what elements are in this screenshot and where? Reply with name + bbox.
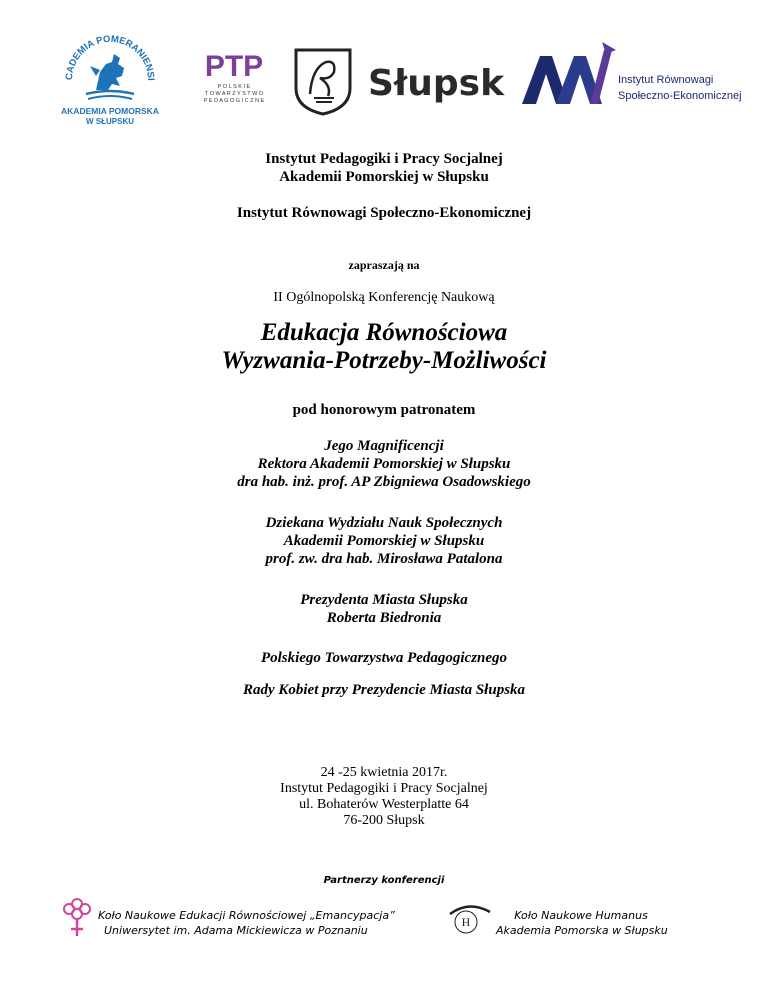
ptp-logo	[195, 48, 273, 108]
humanus-logo	[444, 902, 494, 938]
patron-mayor-line: Roberta Biedronia	[326, 610, 442, 626]
slupsk-crest-icon	[292, 46, 354, 116]
partner-left-line-2: Uniwersytet im. Adama Mickiewicza w Poznaniu	[104, 924, 368, 937]
conference-kind: II Ogólnopolską Konferencję Naukową	[273, 290, 495, 305]
partner-right	[496, 908, 666, 938]
organizer-line-3: Instytut Równowagi Społeczno-Ekonomicznej	[236, 205, 532, 221]
patronage-heading: pod honorowym patronatem	[292, 402, 476, 418]
irse-logo	[518, 40, 742, 120]
venue-date: 24 -25 kwietnia 2017r.	[320, 765, 448, 780]
irse-emblem-icon	[518, 40, 618, 112]
partners-heading: Partnerzy konferencji	[323, 875, 445, 886]
ptp-line3: P E D A G O G I C Z N E	[203, 98, 265, 104]
organizers-block	[0, 150, 768, 186]
patron-mayor-line: Prezydenta Miasta Słupska	[300, 592, 468, 608]
patron-rector	[0, 437, 768, 491]
akademia-pomorska-logo	[60, 32, 160, 128]
partner-left-line-1: Koło Naukowe Edukacji Równościowej „Emancypacja”	[98, 909, 395, 922]
venus-flower-icon	[60, 896, 94, 940]
title-line-2: Wyzwania-Potrzeby-Możliwości	[221, 347, 547, 374]
ptp-line1: P O L S K I E	[217, 84, 251, 90]
organizer-line-1: Instytut Pedagogiki i Pracy Socjalnej	[265, 151, 503, 167]
humanus-emblem-icon	[444, 902, 494, 938]
akademia-line1: AKADEMIA POMORSKA	[61, 106, 159, 116]
partner-right-line-2: Akademia Pomorska w Słupsku	[496, 924, 668, 937]
patron-ptp: Polskiego Towarzystwa Pedagogicznego	[260, 650, 508, 666]
irse-line2: Społeczno-Ekonomicznej	[618, 90, 742, 102]
patron-rector-line: Jego Magnificencji	[324, 438, 444, 454]
akademia-line2: W SŁUPSKU	[86, 117, 134, 126]
conference-title	[0, 319, 768, 375]
patron-rector-line: Rektora Akademii Pomorskiej w Słupsku	[257, 456, 511, 472]
patron-council: Rady Kobiet przy Prezydencie Miasta Słupska	[242, 682, 526, 698]
patron-dean-line: prof. zw. dra hab. Mirosława Patalona	[265, 551, 503, 567]
partner-left	[98, 908, 395, 938]
organizer-line-2: Akademii Pomorskiej w Słupsku	[279, 169, 489, 185]
venue-institute: Instytut Pedagogiki i Pracy Socjalnej	[280, 781, 488, 796]
ptp-emblem-icon	[195, 48, 273, 108]
akademia-ring-text: CADEMIA POMERANIENSI	[63, 33, 157, 81]
slupsk-crest	[292, 46, 354, 116]
patron-mayor	[0, 591, 768, 627]
patron-dean	[0, 514, 768, 568]
akademia-emblem-icon	[60, 32, 160, 128]
patron-rector-line: dra hab. inż. prof. AP Zbigniewa Osadowskiego	[237, 474, 531, 490]
logo-row	[0, 30, 768, 130]
partner-right-line-1: Koło Naukowe Humanus	[514, 909, 648, 922]
ptp-mark: PTP	[204, 50, 264, 83]
slupsk-wordmark: Słupsk	[368, 63, 505, 104]
invite-text: zapraszają na	[348, 258, 420, 272]
patron-dean-line: Dziekana Wydziału Nauk Społecznych	[265, 515, 503, 531]
venue-city: 76-200 Słupsk	[343, 813, 425, 828]
venue-street: ul. Bohaterów Westerplatte 64	[299, 797, 469, 812]
venue-block	[0, 765, 768, 829]
humanus-mark: H	[461, 915, 471, 929]
emancypacja-logo	[60, 896, 94, 940]
irse-line1: Instytut Równowagi	[618, 74, 714, 86]
title-line-1: Edukacja Równościowa	[260, 319, 508, 346]
ptp-line2: T O W A R Z Y S T W O	[204, 91, 264, 97]
patron-dean-line: Akademii Pomorskiej w Słupsku	[283, 533, 485, 549]
